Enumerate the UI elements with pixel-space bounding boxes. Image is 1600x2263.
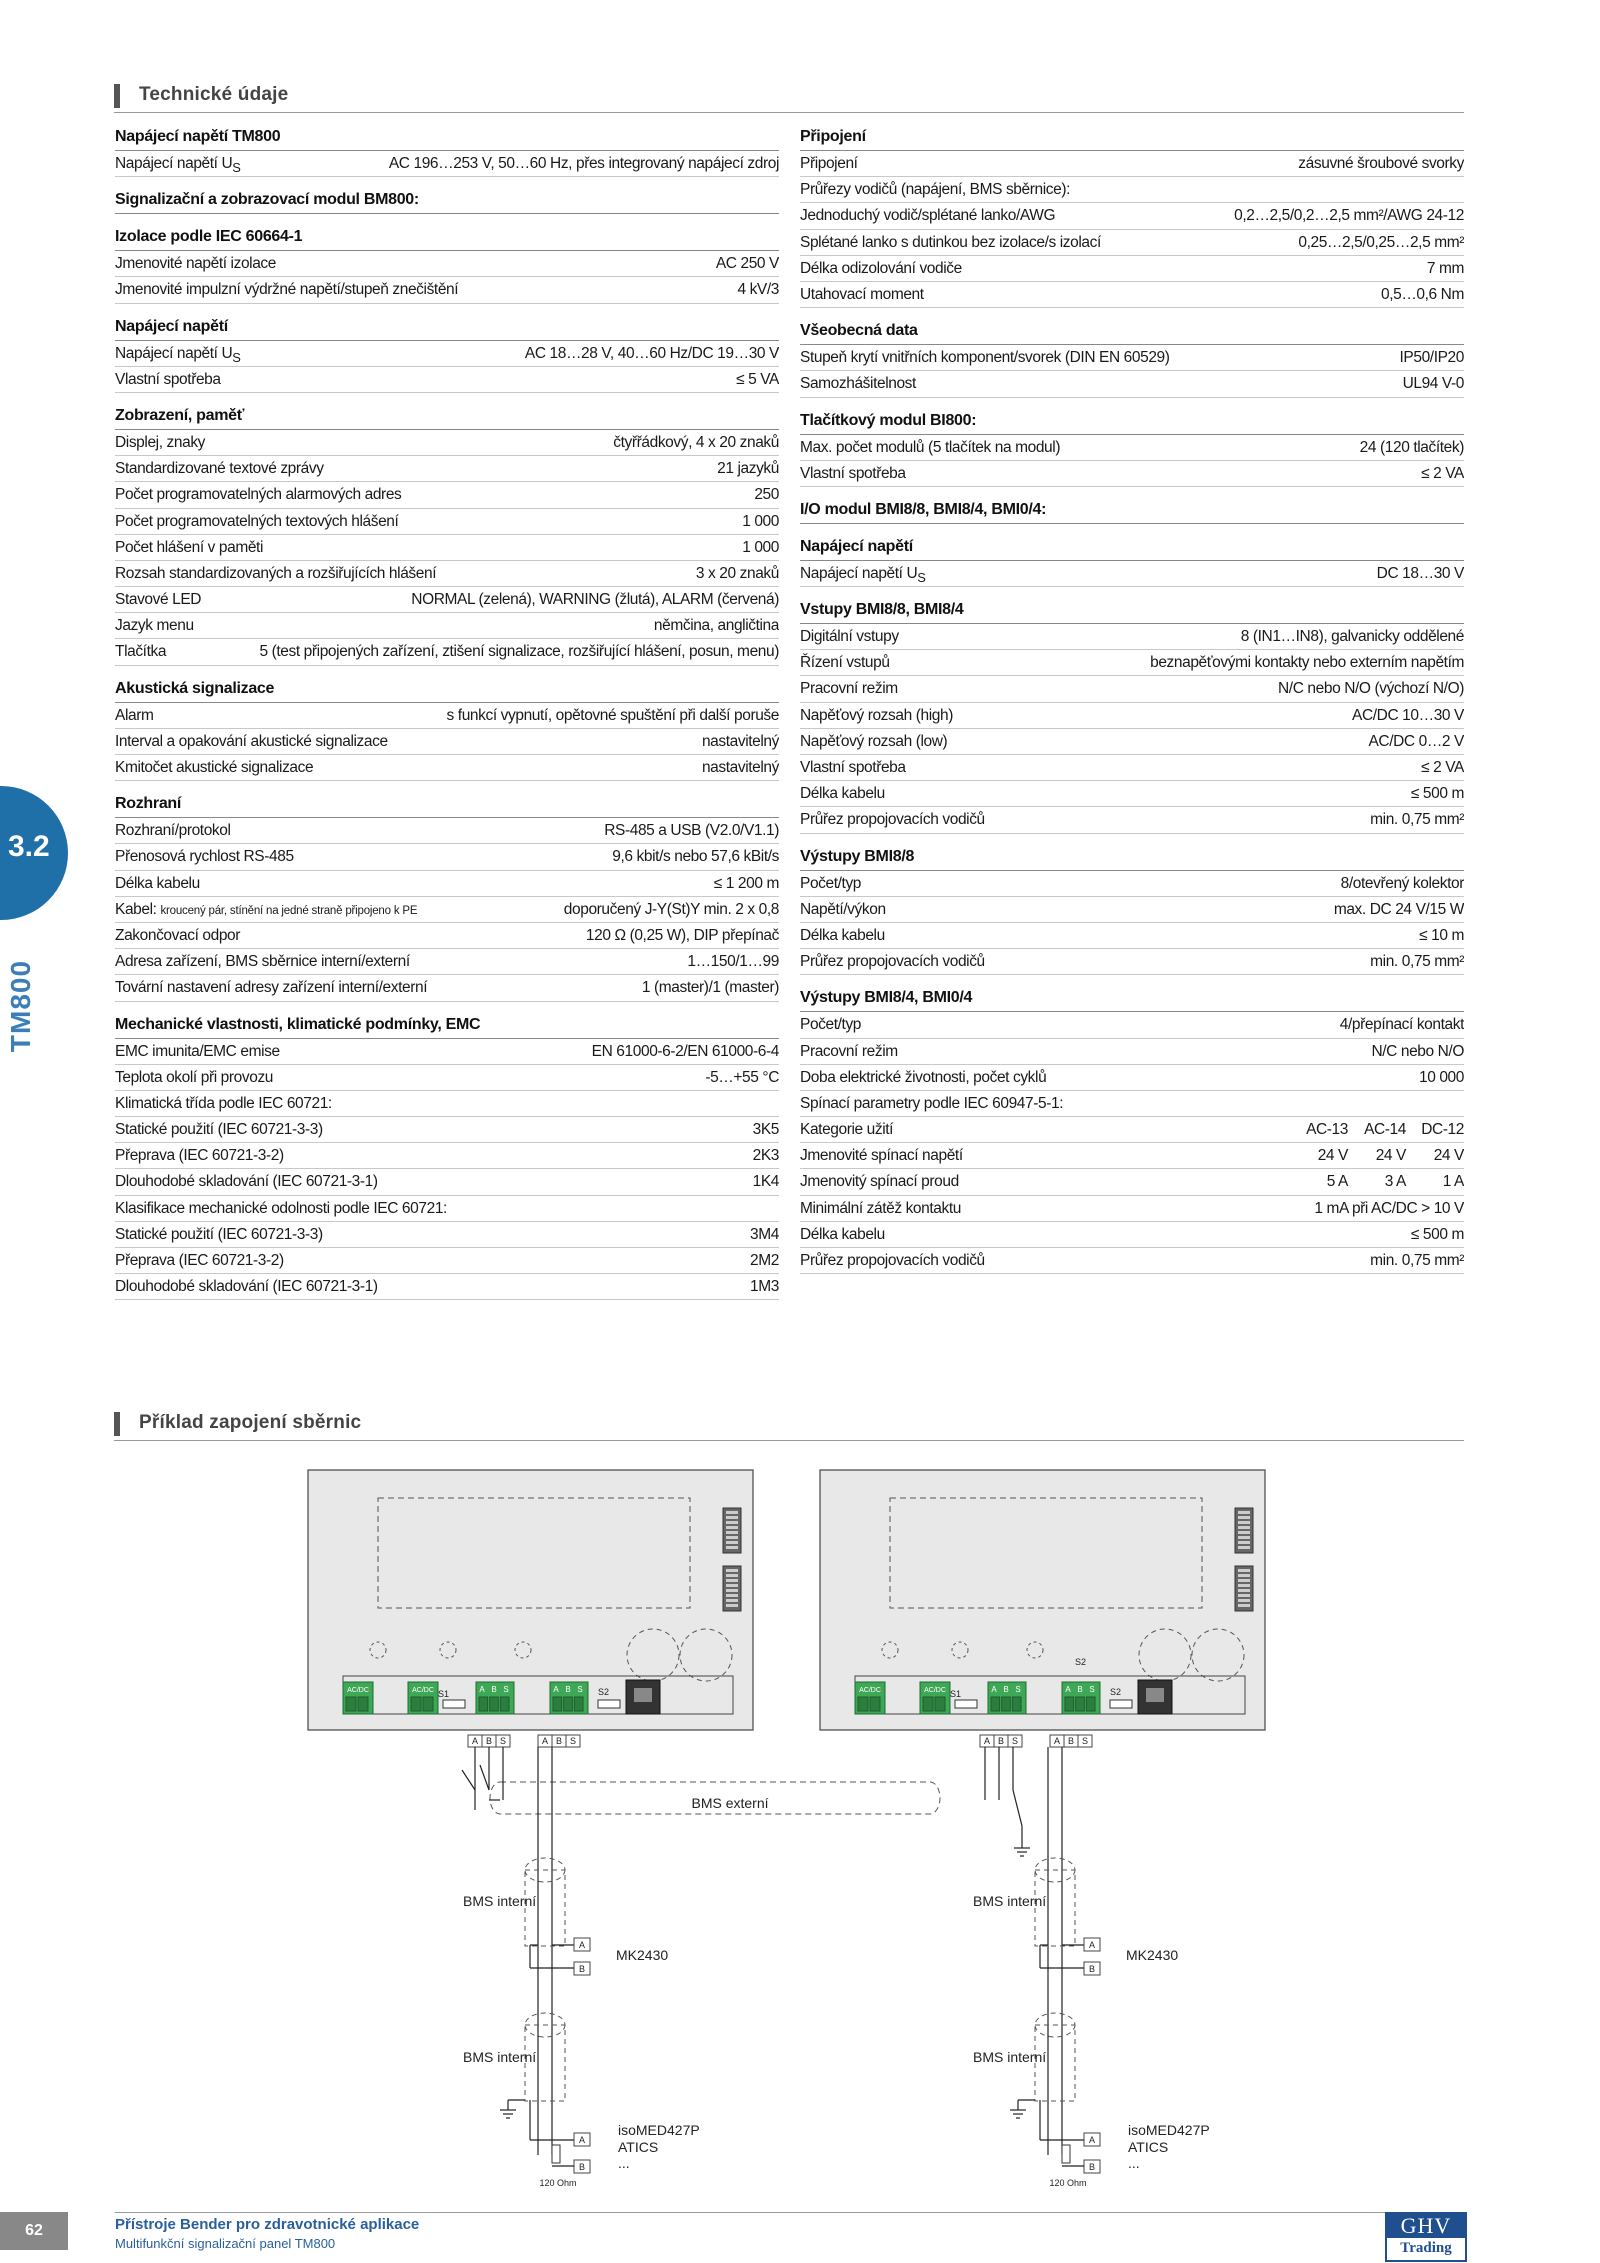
spec-label-text: Jednoduchý vodič/splétané lanko/AWG xyxy=(800,207,1056,225)
terminal-label: AC/DC xyxy=(859,1687,881,1694)
terminal-screw xyxy=(564,1697,573,1711)
connector-pin xyxy=(1238,1604,1250,1607)
group-title: Zobrazení, paměť xyxy=(115,393,779,430)
spec-value: 9,6 kbit/s nebo 57,6 kBit/s xyxy=(612,848,779,866)
dip-switch xyxy=(1110,1700,1132,1708)
spec-label-text: Dlouhodobé skladování (IEC 60721-3-1) xyxy=(115,1173,378,1191)
spec-value: 3 x 20 znaků xyxy=(695,564,779,582)
spec-value-cell: 24 V xyxy=(1433,1147,1464,1165)
spec-value: N/C nebo N/O (výchozí N/O) xyxy=(1278,680,1464,698)
terminal-label: A xyxy=(991,1685,997,1694)
terminal-screw xyxy=(358,1697,368,1711)
bms-internal-label: BMS interní xyxy=(973,1893,1047,1909)
terminal-screw xyxy=(858,1697,868,1711)
terminating-resistor xyxy=(1062,2145,1070,2163)
spec-value-cell: 24 V xyxy=(1375,1147,1406,1165)
connector-pin xyxy=(1238,1569,1250,1572)
spec-label-text: Digitální vstupy xyxy=(800,628,899,646)
group-title: I/O modul BMI8/8, BMI8/4, BMI0/4: xyxy=(800,487,1464,524)
spec-value: 3K5 xyxy=(752,1121,779,1139)
spec-value: DC 18…30 V xyxy=(1376,564,1464,582)
terminal-label: AC/DC xyxy=(412,1687,434,1694)
spec-value: ≤ 10 m xyxy=(1419,926,1464,944)
connector-pin xyxy=(726,1604,738,1607)
terminal-screw xyxy=(500,1697,509,1711)
spec-label-text: Napěťový rozsah (low) xyxy=(800,732,948,750)
spec-value-cell: DC-12 xyxy=(1421,1121,1464,1139)
terminal-label: AC/DC xyxy=(347,1687,369,1694)
pin-b-label: B xyxy=(578,1964,586,1974)
spec-value: 7 mm xyxy=(1426,259,1464,277)
wire-terminal-label: A xyxy=(541,1736,549,1746)
spec-value: EN 61000-6-2/EN 61000-6-4 xyxy=(591,1042,779,1060)
terminating-resistor xyxy=(552,2145,560,2163)
spec-label-text: Napěťový rozsah (high) xyxy=(800,706,953,724)
connector-pin xyxy=(726,1541,738,1544)
spec-value: 2K3 xyxy=(752,1147,779,1165)
chapter-number: 3.2 xyxy=(8,830,50,863)
spec-value: 0,25…2,5/0,25…2,5 mm² xyxy=(1298,233,1464,251)
connector-pin xyxy=(726,1546,738,1549)
isomed-label: isoMED427P xyxy=(618,2122,700,2138)
spec-value: RS-485 a USB (V2.0/V1.1) xyxy=(604,822,779,840)
spec-label-text: Počet programovatelných textových hlášení xyxy=(115,512,399,530)
spec-label-text: Průřezy vodičů (napájení, BMS sběrnice): xyxy=(800,181,1071,199)
spec-value: ≤ 500 m xyxy=(1410,785,1464,803)
bms-internal-label: BMS interní xyxy=(463,1893,537,1909)
more-devices-label: ... xyxy=(618,2155,630,2171)
bms-external-label: BMS externí xyxy=(691,1795,769,1811)
spec-value: 8 (IN1…IN8), galvanicky oddělené xyxy=(1240,628,1464,646)
group-title: Mechanické vlastnosti, klimatické podmínky, EMC xyxy=(115,1002,779,1039)
spec-label-text: Alarm xyxy=(115,706,154,724)
spec-value: 1M3 xyxy=(750,1278,779,1296)
bms-internal-label: BMS interní xyxy=(973,2049,1047,2065)
spec-label-text: Napětí/výkon xyxy=(800,900,886,918)
switch-s2-label: S2 xyxy=(1110,1687,1122,1697)
terminal-screw xyxy=(923,1697,933,1711)
spec-value-cell: AC-14 xyxy=(1364,1121,1406,1139)
spec-value-cell: 5 A xyxy=(1326,1173,1348,1191)
pin-a-label: A xyxy=(578,1940,586,1950)
spec-value: min. 0,75 mm² xyxy=(1370,953,1464,971)
spec-value: 4/přepínací kontakt xyxy=(1339,1016,1464,1034)
pin-b-label: B xyxy=(578,2162,586,2172)
spec-value: 0,5…0,6 Nm xyxy=(1380,285,1464,303)
panel-housing xyxy=(308,1470,753,1730)
connector-pin xyxy=(726,1599,738,1602)
connector-pin xyxy=(726,1589,738,1592)
terminal-label: A xyxy=(1065,1685,1071,1694)
spec-label-subscript: S xyxy=(232,349,241,365)
switch-s2-label: S2 xyxy=(598,1687,610,1697)
terminal-screw xyxy=(1002,1697,1011,1711)
spec-label-subscript: S xyxy=(917,569,926,585)
terminal-screw xyxy=(411,1697,421,1711)
spec-value: ≤ 5 VA xyxy=(736,370,779,388)
terminal-screw xyxy=(553,1697,562,1711)
spec-value: 24 (120 tlačítek) xyxy=(1359,438,1464,456)
spec-label-text: Počet hlášení v paměti xyxy=(115,538,264,556)
dip-switch xyxy=(598,1700,620,1708)
spec-value: čtyřřádkový, 4 x 20 znaků xyxy=(613,433,779,451)
terminal-screw xyxy=(1012,1697,1021,1711)
spec-label-text: Délka kabelu xyxy=(800,926,885,944)
spec-label-text: Adresa zařízení, BMS sběrnice interní/externí xyxy=(115,953,410,971)
spec-label-text: Přeprava (IEC 60721-3-2) xyxy=(115,1147,284,1165)
spec-label-text: Připojení xyxy=(800,155,858,172)
wire-terminal-label: B xyxy=(555,1736,563,1746)
spec-value: 1K4 xyxy=(752,1173,779,1191)
spec-value: AC/DC 0…2 V xyxy=(1368,732,1464,750)
terminal-label: A xyxy=(553,1685,559,1694)
connector-pin xyxy=(1238,1526,1250,1529)
connector-pin xyxy=(726,1531,738,1534)
spec-label-text: Napájecí napětí U xyxy=(115,344,233,362)
terminal-screw xyxy=(1065,1697,1074,1711)
terminal-screw xyxy=(346,1697,356,1711)
atics-label: ATICS xyxy=(1128,2139,1169,2155)
connector-pin xyxy=(1238,1599,1250,1602)
spec-value: min. 0,75 mm² xyxy=(1370,811,1464,829)
spec-value: 0,2…2,5/0,2…2,5 mm²/AWG 24-12 xyxy=(1234,207,1464,225)
pin-a-label: A xyxy=(1088,2135,1096,2145)
spec-value: nastavitelný xyxy=(701,732,779,750)
spec-value: 21 jazyků xyxy=(717,460,779,478)
group-title: Tlačítkový modul BI800: xyxy=(800,398,1464,435)
logo-text-bottom: Trading xyxy=(1400,2240,1452,2256)
spec-value: 2M2 xyxy=(750,1252,779,1269)
wire xyxy=(480,1765,489,1790)
spec-value: doporučený J-Y(St)Y min. 2 x 0,8 xyxy=(563,900,779,918)
spec-value-cell: AC-13 xyxy=(1306,1121,1348,1139)
spec-value: 10 000 xyxy=(1418,1068,1464,1086)
terminal-screw xyxy=(870,1697,880,1711)
spec-label-text: Kabel: xyxy=(115,900,157,918)
spec-value: zásuvné šroubové svorky xyxy=(1298,155,1464,172)
spec-label-text: Napájecí napětí U xyxy=(115,155,233,172)
spec-label-text: Doba elektrické životnosti, počet cyklů xyxy=(800,1068,1047,1086)
spec-label-text: Průřez propojovacích vodičů xyxy=(800,953,985,971)
spec-value: 3M4 xyxy=(750,1225,779,1243)
spec-value: IP50/IP20 xyxy=(1399,349,1464,367)
spec-value: min. 0,75 mm² xyxy=(1370,1252,1464,1269)
spec-label-text: Displej, znaky xyxy=(115,433,206,451)
group-title: Napájecí napětí xyxy=(115,304,779,341)
group-title: Výstupy BMI8/8 xyxy=(800,834,1464,871)
connector-pin xyxy=(1238,1521,1250,1524)
connector-pin xyxy=(1238,1536,1250,1539)
connector-pin xyxy=(726,1594,738,1597)
spec-value: 250 xyxy=(754,486,779,504)
dip-switch xyxy=(443,1700,465,1708)
spec-label-text: Vlastní spotřeba xyxy=(800,759,906,776)
spec-value: ≤ 500 m xyxy=(1410,1225,1464,1243)
group-title: Vstupy BMI8/8, BMI8/4 xyxy=(800,587,1464,624)
group-title: Připojení xyxy=(800,128,1464,151)
spec-label-text: Délka kabelu xyxy=(800,785,885,803)
isomed-label: isoMED427P xyxy=(1128,2122,1210,2138)
spec-value: AC/DC 10…30 V xyxy=(1352,706,1464,724)
spec-label-text: EMC imunita/EMC emise xyxy=(115,1042,280,1060)
spec-value-cell: 3 A xyxy=(1384,1173,1406,1191)
spec-label-text: Kmitočet akustické signalizace xyxy=(115,759,314,776)
spec-label-text: Délka odizolování vodiče xyxy=(800,259,962,277)
spec-value: AC 18…28 V, 40…60 Hz/DC 19…30 V xyxy=(524,344,779,362)
spec-value: N/C nebo N/O xyxy=(1371,1042,1464,1060)
spec-label-text: Tovární nastavení adresy zařízení interní/externí xyxy=(115,979,428,997)
pin-b-label: B xyxy=(1088,2162,1096,2172)
spec-value: UL94 V-0 xyxy=(1402,375,1464,393)
switch-s1-label: S1 xyxy=(438,1689,450,1699)
pin-a-label: A xyxy=(578,2135,586,2145)
group-title: Rozhraní xyxy=(115,781,779,818)
spec-value: AC 250 V xyxy=(715,255,779,273)
spec-label-text: Přenosová rychlost RS-485 xyxy=(115,848,294,866)
spec-label-text: Standardizované textové zprávy xyxy=(115,460,324,478)
resistor-label: 120 Ohm xyxy=(539,2178,577,2188)
spec-label-text: Utahovací moment xyxy=(800,285,924,303)
connector-pin xyxy=(726,1569,738,1572)
spec-value-cell: 1 A xyxy=(1442,1173,1464,1191)
spec-label-text: Vlastní spotřeba xyxy=(800,464,906,482)
spec-label-text: Pracovní režim xyxy=(800,1042,898,1060)
spec-label-text: Minimální zátěž kontaktu xyxy=(800,1199,961,1217)
spec-label-text: Spínací parametry podle IEC 60947-5-1: xyxy=(800,1094,1064,1112)
spec-value: NORMAL (zelená), WARNING (žlutá), ALARM (červená) xyxy=(411,591,779,609)
tm800-panel xyxy=(308,1470,753,1747)
spec-label-text: Interval a opakování akustické signalizace xyxy=(115,732,388,750)
spec-label-text: Jazyk menu xyxy=(115,617,194,635)
spec-label-text: Teplota okolí při provozu xyxy=(115,1068,274,1086)
usb-socket xyxy=(1146,1688,1164,1702)
bms-internal-label: BMS interní xyxy=(463,2049,537,2065)
footer-divider xyxy=(115,2212,1425,2213)
spec-value: 1 mA při AC/DC > 10 V xyxy=(1314,1199,1464,1217)
spec-label-text: Jmenovitý spínací proud xyxy=(800,1173,959,1191)
spec-label-text: Jmenovité impulzní výdržné napětí/stupeň znečištění xyxy=(115,281,459,299)
connector-pin xyxy=(1238,1589,1250,1592)
terminal-label: S xyxy=(1089,1685,1095,1694)
section-title: Technické údaje xyxy=(139,84,289,105)
connector-pin xyxy=(726,1516,738,1519)
spec-label-text: Statické použití (IEC 60721-3-3) xyxy=(115,1121,323,1139)
company-logo xyxy=(1385,2212,1467,2262)
group-title: Izolace podle IEC 60664-1 xyxy=(115,214,779,251)
wire-terminal-label: B xyxy=(997,1736,1005,1746)
spec-label-text: Počet/typ xyxy=(800,874,862,892)
terminal-label: B xyxy=(1003,1685,1009,1694)
spec-label-text: Jmenovité spínací napětí xyxy=(800,1147,963,1165)
footer-subtitle: Multifunkční signalizační panel TM800 xyxy=(115,2236,336,2251)
wire xyxy=(462,1770,475,1790)
group-title: Napájecí napětí TM800 xyxy=(115,128,779,151)
spec-value: max. DC 24 V/15 W xyxy=(1333,900,1464,918)
spec-label-text: Tlačítka xyxy=(115,643,167,661)
pin-a-label: A xyxy=(1088,1940,1096,1950)
spec-value: ≤ 1 200 m xyxy=(713,874,779,892)
terminal-screw xyxy=(935,1697,945,1711)
terminal-screw xyxy=(574,1697,583,1711)
group-title: Výstupy BMI8/4, BMI0/4 xyxy=(800,975,1464,1012)
connector-pin xyxy=(1238,1531,1250,1534)
spec-label-text: Vlastní spotřeba xyxy=(115,370,221,388)
tm800-panel xyxy=(820,1470,1265,1747)
spec-value: 1 000 xyxy=(742,512,779,530)
spec-label-text: Dlouhodobé skladování (IEC 60721-3-1) xyxy=(115,1278,378,1296)
spec-label-text: Jmenovité napětí izolace xyxy=(115,255,276,273)
spec-value: beznapěťovými kontakty nebo externím napětím xyxy=(1150,654,1464,672)
wire-terminal-label: S xyxy=(1081,1736,1089,1746)
footer-title: Přístroje Bender pro zdravotnické aplikace xyxy=(115,2216,420,2233)
terminal-label: AC/DC xyxy=(924,1687,946,1694)
spec-value: s funkcí vypnutí, opětovné spuštění při další poruše xyxy=(446,706,779,724)
logo-text-top: GHV xyxy=(1387,2214,1465,2238)
wire-terminal-label: A xyxy=(983,1736,991,1746)
spec-label-text: Stupeň krytí vnitřních komponent/svorek (DIN EN 60529) xyxy=(800,349,1170,367)
terminal-label: S xyxy=(503,1685,509,1694)
spec-label-text: Počet programovatelných alarmových adres xyxy=(115,486,402,504)
spec-value: nastavitelný xyxy=(701,759,779,776)
spec-label-text: Klimatická třída podle IEC 60721: xyxy=(115,1094,332,1112)
spec-label-text: Zakončovací odpor xyxy=(115,926,241,944)
usb-socket xyxy=(634,1688,652,1702)
spec-value: -5…+55 °C xyxy=(705,1068,779,1086)
spec-label-text: Samozhášitelnost xyxy=(800,375,916,393)
pin-b-label: B xyxy=(1088,1964,1096,1974)
spec-label-text: Délka kabelu xyxy=(115,874,200,892)
connector-pin xyxy=(1238,1541,1250,1544)
spec-value: němčina, angličtina xyxy=(653,617,779,635)
connector-pin xyxy=(726,1536,738,1539)
connector-pin xyxy=(1238,1584,1250,1587)
spec-value: ≤ 2 VA xyxy=(1421,759,1464,776)
dip-switch xyxy=(955,1700,977,1708)
mk2430-label: MK2430 xyxy=(1126,1947,1179,1963)
wire-terminal-label: A xyxy=(1053,1736,1061,1746)
spec-label-subscript: S xyxy=(232,160,241,176)
spec-label-text: Splétané lanko s dutinkou bez izolace/s izolací xyxy=(800,233,1101,251)
spec-value: 4 kV/3 xyxy=(737,281,779,299)
spec-label-text: Rozhraní/protokol xyxy=(115,822,231,840)
group-title: Všeobecná data xyxy=(800,308,1464,345)
wire-terminal-label: A xyxy=(471,1736,479,1746)
terminal-screw xyxy=(1086,1697,1095,1711)
terminal-label: B xyxy=(491,1685,497,1694)
connector-pin xyxy=(726,1526,738,1529)
product-name: TM800 xyxy=(5,959,37,1053)
terminal-screw xyxy=(423,1697,433,1711)
spec-label-text: Napájecí napětí U xyxy=(800,564,918,582)
terminal-screw xyxy=(479,1697,488,1711)
terminal-label: A xyxy=(479,1685,485,1694)
spec-label-text: Počet/typ xyxy=(800,1016,862,1034)
spec-value: 1…150/1…99 xyxy=(687,953,779,971)
connector-pin xyxy=(726,1579,738,1582)
terminal-label: S xyxy=(577,1685,583,1694)
connector-pin xyxy=(726,1574,738,1577)
group-title: Akustická signalizace xyxy=(115,666,779,703)
spec-label-text: Stavové LED xyxy=(115,591,202,609)
switch-s2-label: S2 xyxy=(1075,1657,1087,1667)
wire xyxy=(1013,1790,1022,1826)
atics-label: ATICS xyxy=(618,2139,659,2155)
spec-value: 8/otevřený kolektor xyxy=(1340,874,1464,892)
spec-value: AC 196…253 V, 50…60 Hz, přes integrovaný napájecí zdroj xyxy=(388,155,779,172)
wire-terminal-label: S xyxy=(569,1736,577,1746)
connector-pin xyxy=(1238,1594,1250,1597)
spec-label-text: Statické použití (IEC 60721-3-3) xyxy=(115,1225,323,1243)
spec-value: 5 (test připojených zařízení, ztišení signalizace, rozšiřující hlášení, posun, menu) xyxy=(259,643,779,661)
switch-s1-label: S1 xyxy=(950,1689,962,1699)
wire-terminal-label: B xyxy=(485,1736,493,1746)
spec-label-note: kroucený pár, stínění na jedné straně připojeno k PE xyxy=(160,904,418,917)
spec-label-text: Průřez propojovacích vodičů xyxy=(800,811,985,829)
spec-value: 1 (master)/1 (master) xyxy=(641,979,779,997)
connector-pin xyxy=(726,1521,738,1524)
panel-housing xyxy=(820,1470,1265,1730)
terminal-label: B xyxy=(565,1685,571,1694)
spec-value: 120 Ω (0,25 W), DIP přepínač xyxy=(585,926,779,944)
wire-terminal-label: S xyxy=(499,1736,507,1746)
more-devices-label: ... xyxy=(1128,2155,1140,2171)
connector-pin xyxy=(1238,1574,1250,1577)
connector-pin xyxy=(1238,1579,1250,1582)
spec-label-text: Průřez propojovacích vodičů xyxy=(800,1252,985,1269)
terminal-label: B xyxy=(1077,1685,1083,1694)
connector-pin xyxy=(1238,1516,1250,1519)
group-title: Napájecí napětí xyxy=(800,524,1464,561)
spec-label-text: Pracovní režim xyxy=(800,680,898,698)
spec-value-cell: 24 V xyxy=(1317,1147,1348,1165)
connector-pin xyxy=(1238,1511,1250,1514)
terminal-screw xyxy=(991,1697,1000,1711)
diagram-section-title: Příklad zapojení sběrnic xyxy=(139,1412,362,1433)
mk2430-label: MK2430 xyxy=(616,1947,669,1963)
spec-label-text: Řízení vstupů xyxy=(800,654,890,672)
spec-label-text: Kategorie užití xyxy=(800,1121,894,1139)
terminal-label: S xyxy=(1015,1685,1021,1694)
resistor-label: 120 Ohm xyxy=(1049,2178,1087,2188)
connector-pin xyxy=(1238,1546,1250,1549)
wire-terminal-label: S xyxy=(1011,1736,1019,1746)
spec-label-text: Rozsah standardizovaných a rozšiřujících hlášení xyxy=(115,564,437,582)
wire-terminal-label: B xyxy=(1067,1736,1075,1746)
spec-value: ≤ 2 VA xyxy=(1421,464,1464,482)
spec-label-text: Přeprava (IEC 60721-3-2) xyxy=(115,1252,284,1269)
page-number: 62 xyxy=(0,2212,68,2250)
spec-label-text: Klasifikace mechanické odolnosti podle IEC 60721: xyxy=(115,1199,447,1217)
connector-pin xyxy=(726,1511,738,1514)
spec-label-text: Délka kabelu xyxy=(800,1225,885,1243)
spec-label-text: Max. počet modulů (5 tlačítek na modul) xyxy=(800,438,1061,456)
group-title: Signalizační a zobrazovací modul BM800: xyxy=(115,177,779,214)
connector-pin xyxy=(726,1584,738,1587)
terminal-screw xyxy=(490,1697,499,1711)
terminal-screw xyxy=(1076,1697,1085,1711)
spec-value: 1 000 xyxy=(742,538,779,556)
